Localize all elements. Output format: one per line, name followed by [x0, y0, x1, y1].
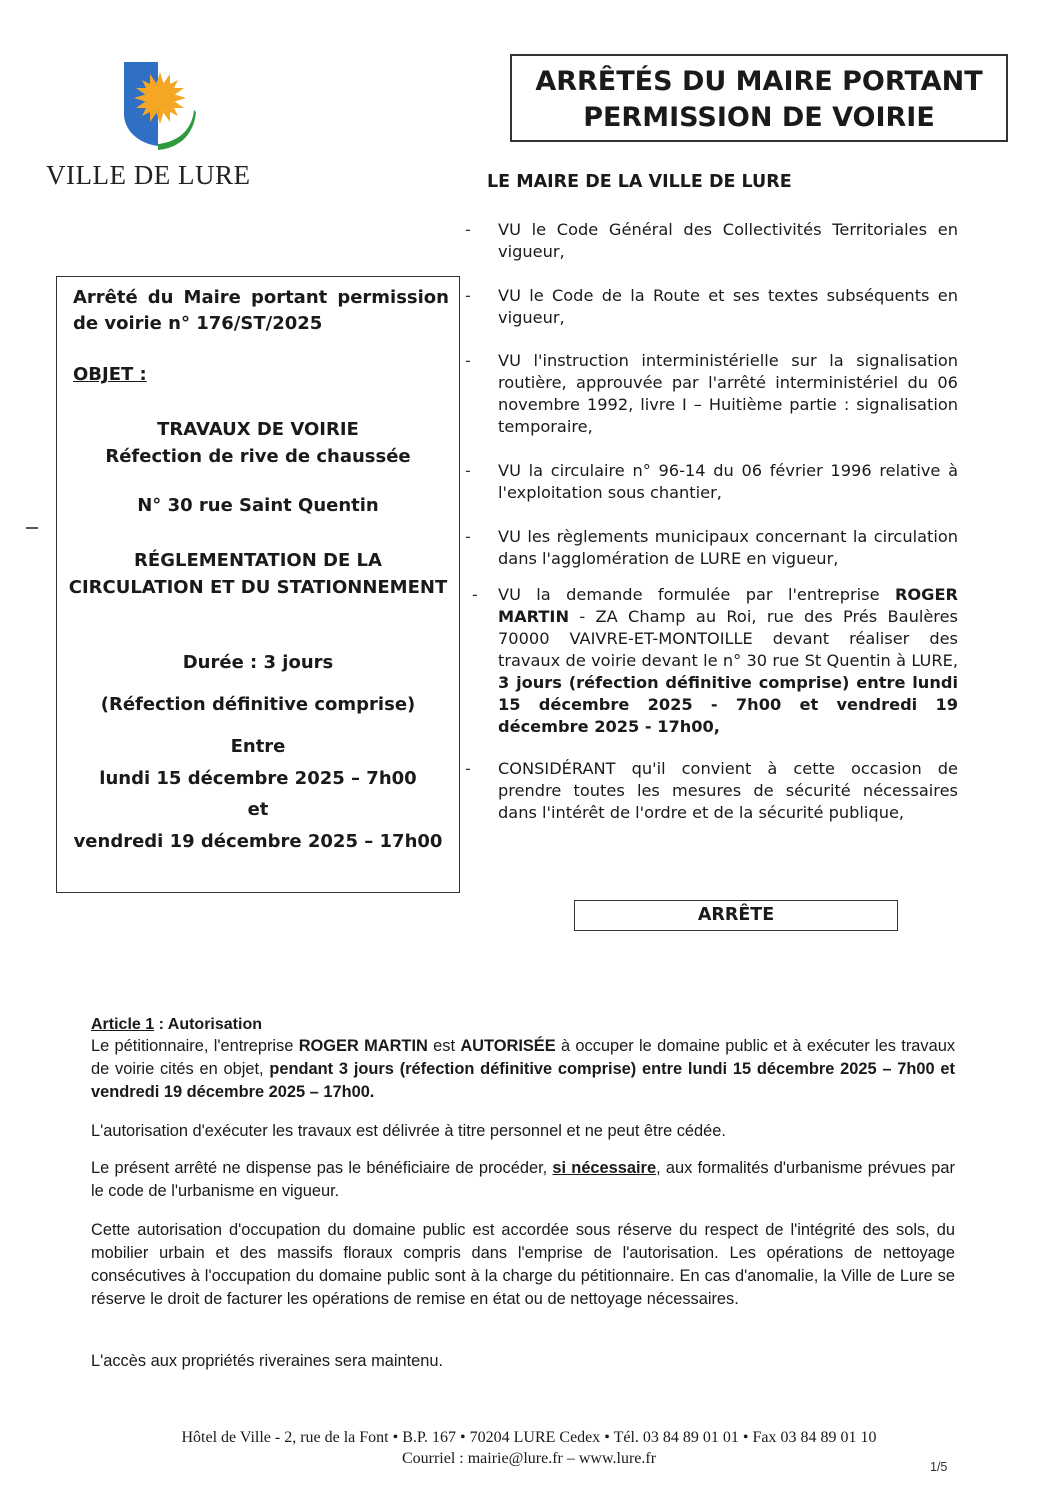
- article-1-paragraph-4: Cette autorisation d'occupation du domaine public est accordée sous réserve du respect de l'intégrité des sols, du mobilier urbain et des massifs floraux compris dans l'emprise de l'autorisation. Les opérations de nettoyage consécutives à l'occupation du domaine public sont à la charge du pétitionnaire. En cas d'anomalie, la Ville de Lure se réserve le droit de facturer les opérations de remise en état ou de nettoyage nécessaires.: [91, 1221, 955, 1308]
- reglementation-line2: CIRCULATION ET DU STATIONNEMENT: [68, 577, 448, 598]
- between-label: Entre: [230, 736, 286, 757]
- city-coat-of-arms-logo: [120, 60, 200, 152]
- summary-box: [56, 276, 460, 893]
- text: est: [427, 1037, 461, 1055]
- refection-note: (Réfection définitive comprise): [100, 694, 416, 715]
- document-title-line1: ARRÊTÉS DU MAIRE PORTANT: [535, 66, 983, 97]
- city-name: VILLE DE LURE: [46, 160, 251, 190]
- article-title: : Autorisation: [154, 1016, 262, 1033]
- travaux-line2: Réfection de rive de chaussée: [105, 446, 411, 467]
- consideration-item: VU l'instruction interministérielle sur la signalisation routière, approuvée par l'arrêté interministériel du 06 novembre 1992, livre I – Huitième partie : signalisation temporaire,: [498, 351, 958, 436]
- consideration-item: VU la circulaire n° 96-14 du 06 février 1996 relative à l'exploitation sous chantier,: [498, 461, 958, 502]
- consideration-item: CONSIDÉRANT qu'il convient à cette occasion de prendre toutes les mesures de sécurité nécessaires dans l'intérêt de l'ordre et de la sécurité publique,: [498, 759, 958, 822]
- list-dash: -: [472, 585, 478, 604]
- authorized-label: AUTORISÉE: [460, 1037, 556, 1055]
- article-1-paragraph-2: L'autorisation d'exécuter les travaux est délivrée à titre personnel et ne peut être cédée.: [91, 1122, 726, 1140]
- start-datetime: lundi 15 décembre 2025 – 7h00: [99, 768, 417, 789]
- page-number: 1/5: [930, 1460, 948, 1474]
- objet-label: OBJET :: [73, 364, 147, 385]
- list-dash: -: [465, 461, 471, 480]
- text: à occuper le domaine public et à exécuter les travaux de voirie cités en objet,: [91, 1037, 956, 1078]
- margin-mark: [26, 527, 38, 529]
- end-datetime: vendredi 19 décembre 2025 – 17h00: [73, 831, 443, 852]
- request-details: - ZA Champ au Roi, rue des Prés Baulères 70000 VAIVRE-ET-MONTOILLE devant réaliser des travaux de voirie devant le n° 30 rue St Quentin à LURE,: [498, 607, 958, 670]
- duration: Durée : 3 jours: [182, 652, 334, 673]
- document-title-box: [510, 54, 1008, 142]
- company-name: ROGER MARTIN: [498, 585, 958, 626]
- consideration-item-request: [498, 584, 958, 738]
- request-period: 3 jours (réfection définitive comprise) entre lundi 15 décembre 2025 - 7h00 et vendredi 19 décembre 2025 - 17h00,: [498, 673, 958, 736]
- company-name: ROGER MARTIN: [298, 1037, 428, 1055]
- text: Le présent arrêté ne dispense pas le bénéficiaire de procéder,: [91, 1159, 553, 1177]
- consideration-item: VU les règlements municipaux concernant la circulation dans l'agglomération de LURE en vigueur,: [498, 527, 958, 568]
- footer: [0, 1427, 1058, 1469]
- footer-contact: Courriel : mairie@lure.fr – www.lure.fr: [401, 1450, 657, 1467]
- article-label: Article 1: [91, 1016, 155, 1033]
- text: , aux formalités d'urbanisme prévues par le code de l'urbanisme en vigueur.: [91, 1159, 955, 1200]
- and-label: et: [247, 799, 269, 820]
- article-1-paragraph-1: [91, 1035, 955, 1104]
- list-dash: -: [465, 351, 471, 370]
- text: Le pétitionnaire, l'entreprise: [91, 1037, 299, 1055]
- list-dash: -: [465, 759, 471, 778]
- consideration-item: VU le Code Général des Collectivités Territoriales en vigueur,: [498, 220, 958, 261]
- emphasis-underlined: si nécessaire: [552, 1159, 657, 1177]
- travaux-description: [57, 416, 459, 470]
- footer-address: Hôtel de Ville - 2, rue de la Font • B.P. 167 • 70204 LURE Cedex • Tél. 03 84 89 01 01 • Fax 03 84 89 01 10: [181, 1429, 877, 1446]
- arrete-heading: ARRÊTE: [574, 900, 898, 931]
- document-title-line2: PERMISSION DE VOIRIE: [583, 102, 935, 133]
- request-prefix: VU la demande formulée par l'entreprise: [498, 585, 895, 604]
- travaux-line1: TRAVAUX DE VOIRIE: [157, 419, 359, 440]
- article-1-title: [91, 1013, 955, 1036]
- list-dash: -: [465, 527, 471, 546]
- shield-sun-icon: [120, 60, 200, 152]
- work-address: N° 30 rue Saint Quentin: [137, 495, 379, 516]
- reglementation: [57, 547, 459, 601]
- reglementation-line1: RÉGLEMENTATION DE LA: [134, 550, 382, 571]
- arrete-reference: Arrêté du Maire portant permission de voirie n° 176/ST/2025: [73, 287, 449, 334]
- list-dash: -: [465, 286, 471, 305]
- list-dash: -: [465, 220, 471, 239]
- authorization-period: pendant 3 jours (réfection définitive comprise) entre lundi 15 décembre 2025 – 7h00 et vendredi 19 décembre 2025 – 17h00.: [91, 1060, 956, 1101]
- article-1-paragraph-5: L'accès aux propriétés riveraines sera maintenu.: [91, 1352, 444, 1370]
- maire-heading: LE MAIRE DE LA VILLE DE LURE: [487, 172, 792, 192]
- consideration-item: VU le Code de la Route et ses textes subséquents en vigueur,: [498, 286, 958, 327]
- article-1-paragraph-3: [91, 1157, 955, 1203]
